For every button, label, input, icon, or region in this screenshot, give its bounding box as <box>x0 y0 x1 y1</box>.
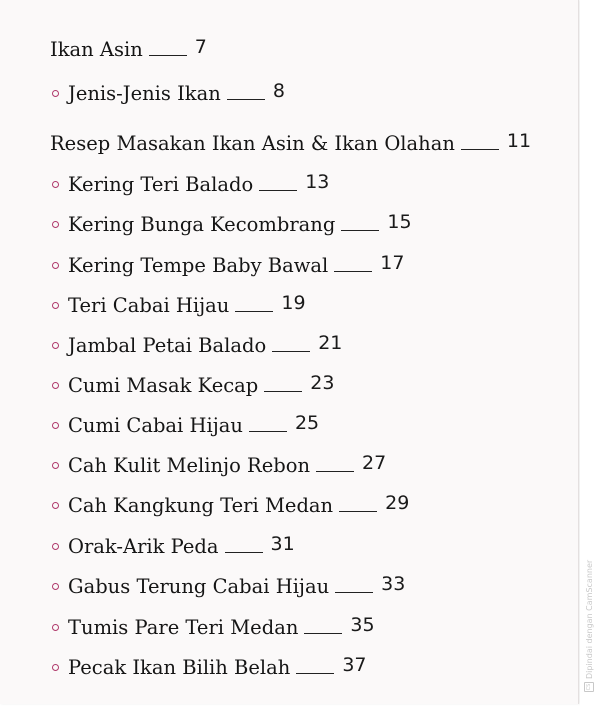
toc-entry <box>52 653 367 679</box>
toc-entry-page: 13 <box>305 170 330 193</box>
toc-entry-title: Resep Masakan Ikan Asin & Ikan Olahan <box>50 132 455 155</box>
toc-entry-title: Pecak Ikan Bilih Belah <box>68 656 291 679</box>
circle-bullet-icon <box>52 502 59 509</box>
circle-bullet-icon <box>52 543 59 550</box>
toc-entry-title: Cumi Cabai Hijau <box>68 414 243 437</box>
toc-entry-title: Gabus Terung Cabai Hijau <box>68 575 330 598</box>
toc-entry-page: 19 <box>281 291 306 314</box>
leader-line <box>249 431 287 432</box>
toc-entry <box>50 35 207 61</box>
circle-bullet-icon <box>52 221 59 228</box>
camscanner-watermark <box>584 560 594 692</box>
toc-entry-page: 15 <box>387 210 412 233</box>
circle-bullet-icon <box>52 262 59 269</box>
leader-line <box>461 149 499 150</box>
toc-entry-page: 7 <box>194 35 207 58</box>
toc-entry-title: Cah Kulit Melinjo Rebon <box>68 454 311 477</box>
toc-entry <box>52 613 375 639</box>
circle-bullet-icon <box>52 462 59 469</box>
circle-bullet-icon <box>52 583 59 590</box>
toc-entry <box>52 251 405 277</box>
toc-entry-title: Orak-Arik Peda <box>68 535 219 558</box>
toc-entry-page: 31 <box>270 532 295 555</box>
toc-entry-title: Teri Cabai Hijau <box>68 294 230 317</box>
circle-bullet-icon <box>52 181 59 188</box>
leader-line <box>341 230 379 231</box>
leader-line <box>235 311 273 312</box>
leader-line <box>227 99 265 100</box>
leader-line <box>334 271 372 272</box>
toc-entry-page: 11 <box>506 129 532 152</box>
circle-bullet-icon <box>52 624 59 631</box>
toc-entry-page: 25 <box>294 411 320 434</box>
toc-entry <box>52 411 320 437</box>
toc-entry <box>52 371 335 397</box>
watermark-text: Dipindai dengan CamScanner <box>584 559 594 679</box>
toc-entry-title: Kering Tempe Baby Bawal <box>68 254 329 277</box>
toc-entry-page: 21 <box>318 331 343 354</box>
leader-line <box>304 633 342 634</box>
toc-entry <box>52 170 330 196</box>
leader-line <box>316 471 354 472</box>
toc-entry <box>52 451 387 477</box>
toc-entry-page: 33 <box>381 572 406 595</box>
toc-entry <box>50 129 532 155</box>
circle-bullet-icon <box>52 90 59 97</box>
toc-entry <box>52 331 343 357</box>
leader-line <box>264 391 302 392</box>
toc-entry-page: 35 <box>350 613 375 636</box>
toc-entry-page: 29 <box>385 491 410 514</box>
toc-entry <box>52 291 306 317</box>
toc-entry <box>52 572 406 598</box>
toc-entry-page: 23 <box>310 371 335 394</box>
leader-line <box>339 511 377 512</box>
toc-entry-title: Cumi Masak Kecap <box>68 374 259 397</box>
leader-line <box>296 673 334 674</box>
toc-entry <box>52 79 285 105</box>
toc-entry <box>52 491 410 517</box>
toc-entry <box>52 210 412 236</box>
camscanner-logo-icon: CS <box>586 683 592 691</box>
toc-entry-page: 17 <box>380 251 405 274</box>
circle-bullet-icon <box>52 422 59 429</box>
leader-line <box>259 190 297 191</box>
toc-entry-title: Ikan Asin <box>50 38 143 61</box>
toc-entry-page: 8 <box>272 79 285 102</box>
toc-entry-title: Jenis-Jenis Ikan <box>68 82 221 105</box>
toc-entry-page: 27 <box>362 451 387 474</box>
toc-entry-title: Jambal Petai Balado <box>68 334 267 357</box>
toc-entry-title: Kering Teri Balado <box>68 173 254 196</box>
circle-bullet-icon <box>52 664 59 671</box>
circle-bullet-icon <box>52 342 59 349</box>
toc-entry-title: Kering Bunga Kecombrang <box>68 213 336 236</box>
toc-entry-page: 37 <box>342 653 367 676</box>
toc-entry <box>52 532 295 558</box>
leader-line <box>149 55 187 56</box>
circle-bullet-icon <box>52 382 59 389</box>
toc-entry-title: Tumis Pare Teri Medan <box>68 616 299 639</box>
toc-entry-title: Cah Kangkung Teri Medan <box>68 494 334 517</box>
leader-line <box>272 351 310 352</box>
leader-line <box>225 552 263 553</box>
leader-line <box>335 592 373 593</box>
circle-bullet-icon <box>52 302 59 309</box>
